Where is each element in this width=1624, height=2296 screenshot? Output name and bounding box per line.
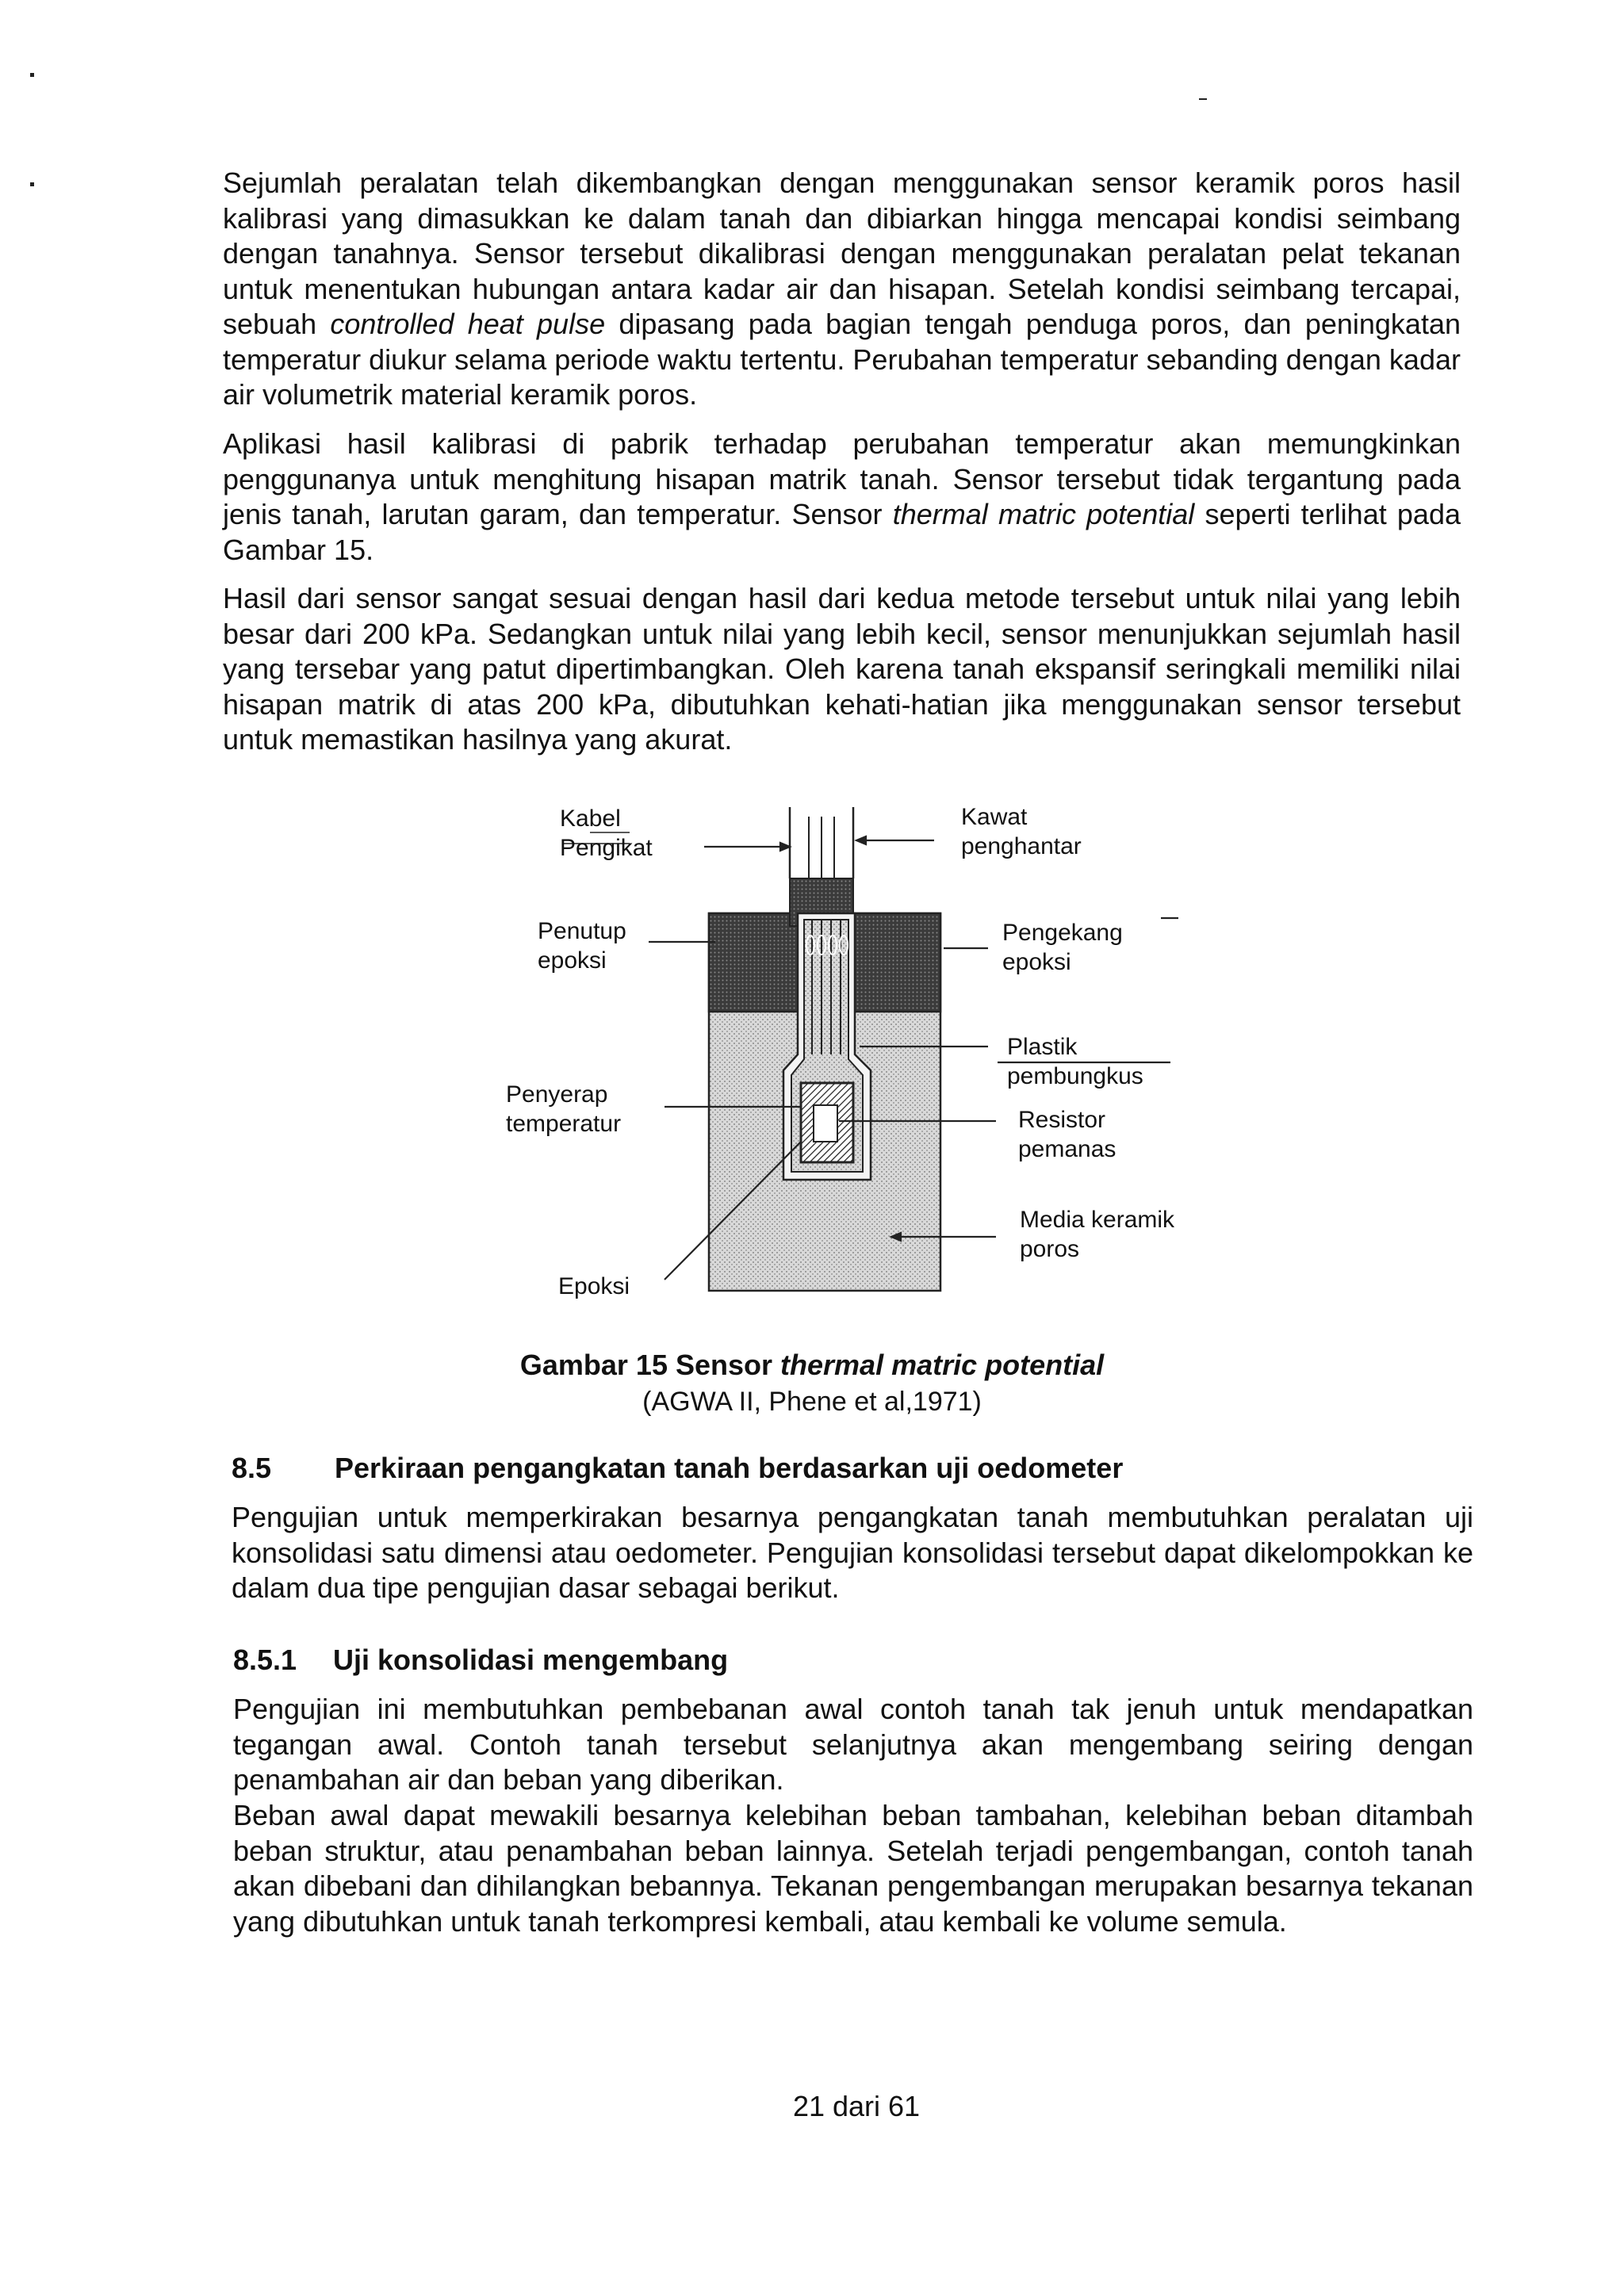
italic-term: controlled heat pulse (330, 308, 606, 340)
label-media-keramik: Media keramik poros (1020, 1207, 1175, 1262)
paragraph-1: Sejumlah peralatan telah dikembangkan dengan menggunakan sensor keramik poros hasil kalibrasi yang dimasukkan ke dalam tanah dan dibiarkan hingga mencapai kondisi seimbang dengan tanahnya. Sensor tersebut dikalibrasi dengan menggunakan peralatan pelat tekanan untuk menentukan hubungan antara kadar air dan hisapan. Setelah kondisi seimbang tercapai, sebuah controlled heat pulse dipasang pada bagian tengah penduga poros, dan peningkatan temperatur diukur selama periode waktu tertentu. Perubahan temperatur sebanding dengan kadar air volumetrik material keramik poros. (223, 166, 1461, 411)
figure-caption: Gambar 15 Sensor thermal matric potential (519, 1349, 1105, 1381)
paragraph-4: Pengujian untuk memperkirakan besarnya pengangkatan tanah membutuhkan peralatan uji konsolidasi satu dimensi atau oedometer. Pengujian konsolidasi tersebut dapat dikelompokkan ke dalam dua tipe pengujian dasar sebagai berikut. (232, 1501, 1473, 1604)
label-plastik-pembungkus: Plastik pembungkus (1007, 1034, 1143, 1089)
label-penutup-epoksi: Penutup epoksi (538, 918, 626, 974)
paragraph-5: Pengujian ini membutuhkan pembebanan awal contoh tanah tak jenuh untuk mendapatkan tegangan awal. Contoh tanah tersebut selanjutnya akan mengembang seiring dengan penambahan air dan beban yang diberikan. (233, 1693, 1473, 1796)
heater-resistor (814, 1105, 837, 1142)
label-pengekang-epoksi: Pengekang epoksi (1002, 920, 1123, 975)
label-resistor-pemanas: Resistor pemanas (1018, 1107, 1116, 1162)
page-number: 21 dari 61 (792, 2090, 921, 2122)
italic-term: thermal matric potential (892, 498, 1195, 530)
section-heading-8-5-1: 8.5.1 Uji konsolidasi mengembang (233, 1644, 729, 1676)
figure-source: (AGWA II, Phene et al,1971) (642, 1387, 982, 1417)
paragraph-6: Beban awal dapat mewakili besarnya kelebihan beban tambahan, kelebihan beban ditambah beban struktur, atau penambahan beban lainnya. Setelah terjadi pengembangan, contoh tanah akan dibebani dan dihilangkan bebannya. Tekanan pengembangan merupakan besarnya tekanan yang dibutuhkan untuk tanah terkompresi kembali, atau kembali ke volume semula. (233, 1799, 1473, 1938)
paragraph-2: Aplikasi hasil kalibrasi di pabrik terhadap perubahan temperatur akan memungkinkan penggunanya untuk menghitung hisapan matrik tanah. Sensor tersebut tidak tergantung pada jenis tanah, larutan garam, dan temperatur. Sensor thermal matric potential seperti terlihat pada Gambar 15. (223, 427, 1461, 566)
section-heading-8-5: 8.5 Perkiraan pengangkatan tanah berdasarkan uji oedometer (232, 1452, 1124, 1484)
paragraph-3: Hasil dari sensor sangat sesuai dengan hasil dari kedua metode tersebut untuk nilai yang lebih besar dari 200 kPa. Sedangkan untuk nilai yang lebih kecil, sensor menunjukkan sejumlah hasil yang tersebar yang patut dipertimbangkan. Oleh karena tanah ekspansif seringkali memiliki nilai hisapan matrik di atas 200 kPa, dibutuhkan kehati-hatian jika menggunakan sensor tersebut untuk memastikan hasilnya yang akurat. (223, 582, 1461, 756)
label-epoksi: Epoksi (558, 1273, 630, 1299)
label-kabel-pengikat: Kabel Pengikat (560, 806, 653, 861)
label-kawat-penghantar: Kawat penghantar (961, 804, 1082, 859)
label-penyerap-temperatur: Penyerap temperatur (506, 1081, 622, 1137)
